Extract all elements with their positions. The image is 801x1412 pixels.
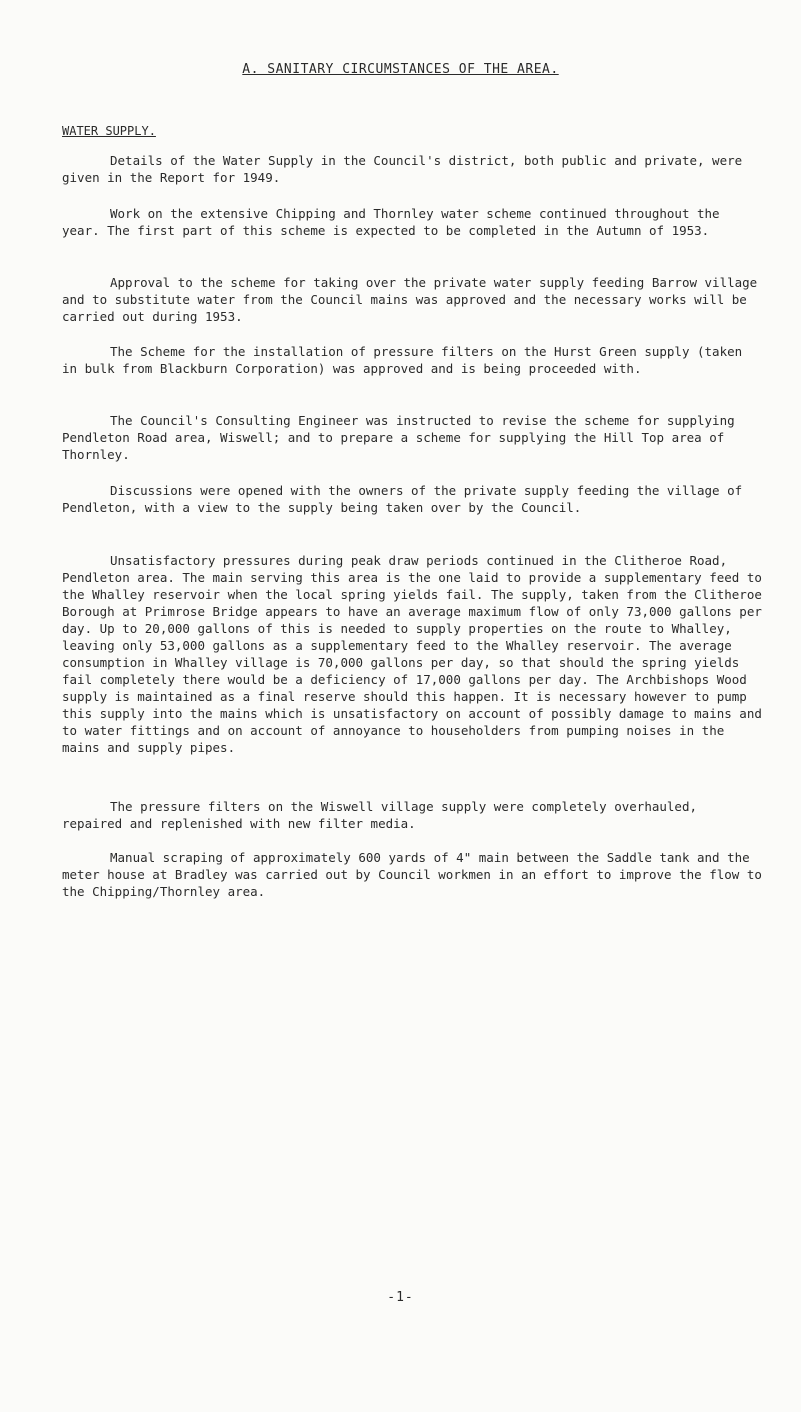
paragraph-4: The Scheme for the installation of pressure filters on the Hurst Green supply (taken in bulk from Blackburn Corporation) was approved and is being proceeded with. [62,344,743,376]
paragraph-9: Manual scraping of approximately 600 yards of 4" main between the Saddle tank and the meter house at Bradley was carried out by Council workmen in an effort to improve the flow to the Chipping/Thornley area. [62,850,762,899]
paragraph-8: The pressure filters on the Wiswell village supply were completely overhauled, repaired and replenished with new filter media. [62,799,697,831]
page-number: -1- [387,1290,414,1305]
paragraph-7: Unsatisfactory pressures during peak draw periods continued in the Clitheroe Road, Pendleton area. The main serving this area is the one laid to provide a supplementary feed to the Whalley reservoir when the local spring yields fail. The supply, taken from the Clitheroe Borough at Primrose Bridge appears to have an average maximum flow of only 73,000 gallons per day. Up to 20,000 gallons of this is needed to supply properties on the route to Whalley, leaving only 53,000 gallons as a supplementary feed to the Whalley reservoir. The average consumption in Whalley village is 70,000 gallons per day, so that should the spring yields fail completely there would be a deficiency of 17,000 gallons per day. The Archbishops Wood supply is maintained as a final reserve should this happen. It is necessary however to pump this supply into the mains which is unsatisfactory on account of possibly damage to mains and to water fittings and on account of annoyance to householders from pumping noises in the mains and supply pipes. [62,553,762,755]
paragraph-6: Discussions were opened with the owners of the private supply feeding the village of Pendleton, with a view to the supply being taken over by the Council. [62,483,743,515]
paragraph-2: Work on the extensive Chipping and Thornley water scheme continued throughout the year. The first part of this scheme is expected to be completed in the Autumn of 1953. [62,206,720,238]
paragraph-1: Details of the Water Supply in the Council's district, both public and private, were given in the Report for 1949. [62,153,743,185]
water-supply-subheading: WATER SUPPLY. [62,124,156,138]
paragraph-5: The Council's Consulting Engineer was instructed to revise the scheme for supplying Pendleton Road area, Wiswell; and to prepare a scheme for supplying the Hill Top area of Thornley. [62,413,735,462]
paragraph-3: Approval to the scheme for taking over the private water supply feeding Barrow village and to substitute water from the Council mains was approved and the necessary works will be carried out during 1953. [62,275,758,324]
section-heading: A. SANITARY CIRCUMSTANCES OF THE AREA. [242,62,559,77]
